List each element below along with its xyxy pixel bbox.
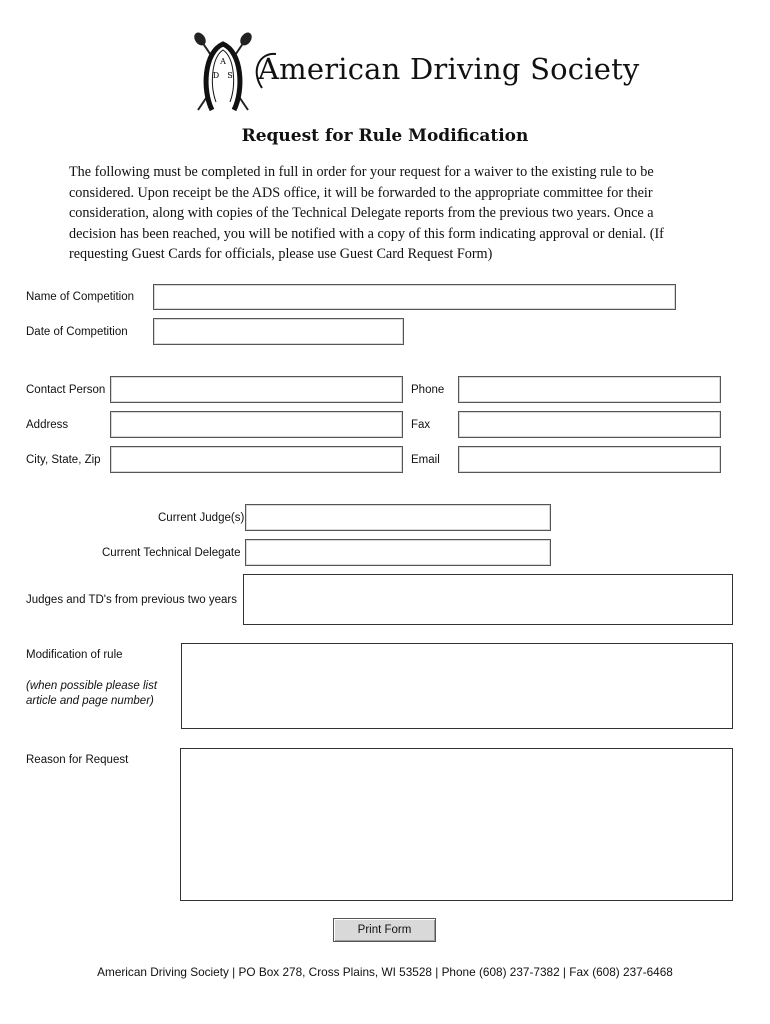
reason-for-request-label: Reason for Request (26, 754, 129, 766)
fax-label: Fax (411, 419, 431, 431)
intro-paragraph: The following must be completed in full in order for your request for a waiver to the existing rule to be considered. Upon receipt be the ADS office, it will be forwarded to the appropriate committee for their consideration, along with copies of the Technical Delegate reports from the previous two years. Once a decision has been reached, you will be notified with a copy of this form indicating approval or denial. (If requesting Guest Cards for officials, please use Guest Card Request Form) (69, 164, 664, 262)
city-state-zip-label: City, State, Zip (26, 454, 101, 466)
city-state-zip-field[interactable] (110, 446, 403, 473)
page-title: Request for Rule Modification (241, 126, 529, 146)
svg-text:A: A (220, 57, 226, 66)
modification-of-rule-hint: (when possible please list article and page number) (26, 680, 158, 707)
address-label: Address (26, 419, 69, 431)
email-label: Email (411, 454, 440, 466)
horseshoe-icon (206, 44, 240, 110)
modification-of-rule-field[interactable] (181, 643, 733, 729)
svg-text:D: D (212, 71, 220, 80)
contact-person-field[interactable] (110, 376, 403, 403)
fax-field[interactable] (458, 411, 721, 438)
current-technical-delegate-label: Current Technical Delegate (102, 547, 241, 559)
phone-field[interactable] (458, 376, 721, 403)
phone-label: Phone (411, 384, 445, 396)
email-field[interactable] (458, 446, 721, 473)
reason-for-request-field[interactable] (180, 748, 733, 901)
svg-text:S: S (227, 71, 233, 80)
previous-officials-field[interactable] (243, 574, 733, 625)
modification-of-rule-label: Modification of rule (26, 649, 123, 661)
address-field[interactable] (110, 411, 403, 438)
footer-contact-info: American Driving Society | PO Box 278, Cross Plains, WI 53528 | Phone (608) 237-7382 | Fax (608) 237-6468 (97, 965, 673, 979)
current-judges-field[interactable] (245, 504, 551, 531)
name-of-competition-field[interactable] (153, 284, 676, 310)
previous-officials-label: Judges and TD's from previous two years (26, 594, 237, 606)
current-judges-label: Current Judge(s) (158, 512, 245, 524)
date-of-competition-label: Date of Competition (26, 326, 128, 338)
contact-person-label: Contact Person (26, 384, 106, 396)
organization-name: American Driving Society (258, 52, 640, 86)
print-form-button[interactable]: Print Form (333, 918, 436, 942)
current-technical-delegate-field[interactable] (245, 539, 551, 566)
name-of-competition-label: Name of Competition (26, 291, 135, 303)
date-of-competition-field[interactable] (153, 318, 404, 345)
